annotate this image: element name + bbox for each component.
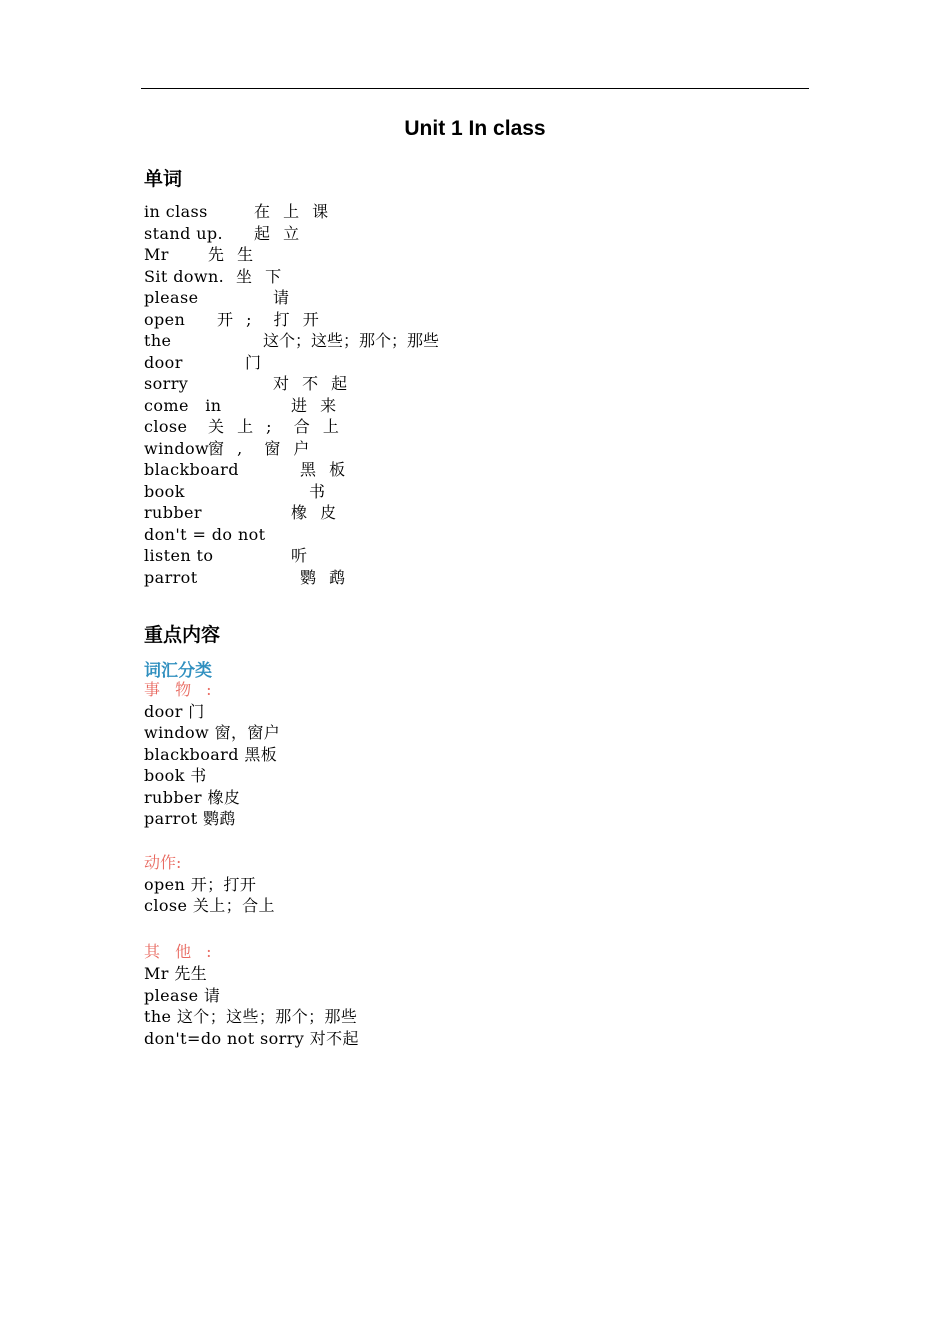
list-item: parrot 鹦鹉	[144, 809, 236, 828]
category-label-things: 事 物 :	[144, 680, 217, 699]
header-rule	[141, 88, 809, 89]
list-item: door 门	[144, 702, 205, 721]
list-item: blackboard 黑板	[144, 745, 278, 764]
key-content-heading: 重点内容	[144, 624, 221, 646]
list-item: close 关上；合上	[144, 896, 275, 915]
vocab-classification-heading: 词汇分类	[144, 661, 212, 681]
list-item: Mr 先生	[144, 964, 208, 983]
list-item: please 请	[144, 986, 221, 1005]
list-item: book 书	[144, 766, 207, 785]
category-label-others: 其 他 :	[144, 942, 217, 961]
page-title: Unit 1 In class	[404, 117, 546, 140]
category-label-actions: 动作:	[144, 853, 182, 872]
list-item: window 窗，窗户	[144, 723, 281, 742]
list-item: rubber 橡皮	[144, 788, 241, 807]
list-item: open 开；打开	[144, 875, 257, 894]
vocab-heading: 单词	[144, 168, 183, 190]
list-item: don't=do not sorry 对不起	[144, 1029, 359, 1048]
list-item: the 这个；这些；那个；那些	[144, 1007, 358, 1026]
